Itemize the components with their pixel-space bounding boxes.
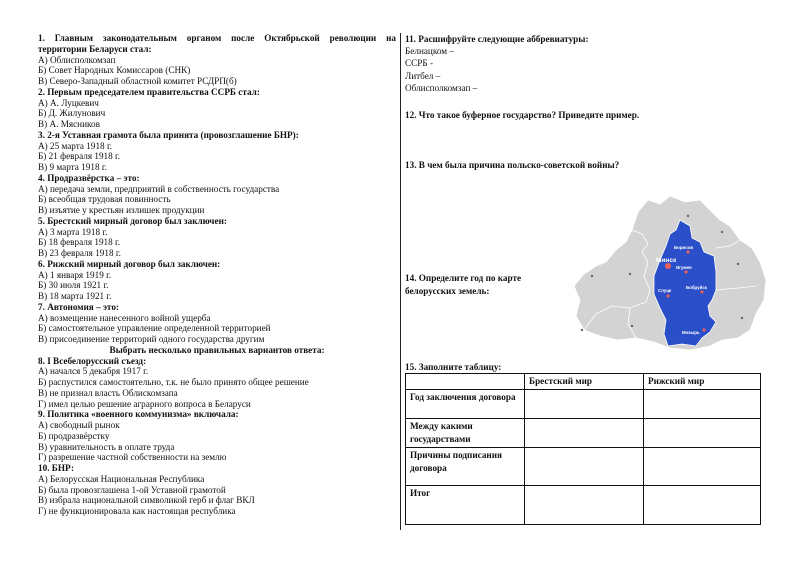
question-14-title-line2: белорусских земель:	[405, 286, 490, 296]
question-1-option-b: Б) Совет Народных Комиссаров (СНК)	[38, 65, 191, 76]
question-6-option-a: А) 1 января 1919 г.	[38, 269, 112, 280]
belarus-map	[570, 190, 770, 355]
city-dot-mozyr	[702, 328, 705, 331]
question-1-option-a: А) Облисполкомзап	[38, 54, 116, 65]
question-9	[38, 409, 396, 463]
question-14-title-line1: 14. Определите год по карте	[405, 273, 522, 283]
question-10-option-c: В) избрала национальной символикой герб и флаг ВКЛ	[38, 495, 255, 506]
question-6-option-b: Б) 30 июля 1921 г.	[38, 280, 109, 291]
map-region-dot	[591, 275, 593, 277]
left-column	[38, 33, 396, 517]
question-3-title: 3. 2-я Уставная грамота была принята (провозглашение БНР):	[38, 129, 299, 140]
city-dot-igumen	[684, 270, 687, 273]
question-10-title: 10. БНР:	[38, 463, 75, 473]
question-4-option-b: Б) всеобщая трудовая повинность	[38, 194, 171, 205]
question-11-title: 11. Расшифруйте следующие аббревиатуры:	[405, 34, 589, 44]
question-5-option-b: Б) 18 февраля 1918 г.	[38, 237, 121, 248]
question-2-option-a: А) А. Луцкевич	[38, 97, 99, 108]
question-1	[38, 33, 396, 87]
question-7-option-b: Б) самостоятельное управление определенной территорией	[38, 323, 271, 334]
table-cell-brest[interactable]	[525, 419, 644, 448]
table-header-cell: Рижский мир	[644, 374, 761, 390]
abbreviation-item: Облисполкомзап –	[405, 83, 478, 93]
question-3	[38, 130, 396, 173]
abbreviation-item: ССРБ -	[405, 58, 433, 68]
question-1-option-c: В) Северо-Западный областной комитет РСДРП(б)	[38, 76, 237, 86]
table-cell-brest[interactable]	[525, 448, 644, 486]
question-9-option-c: В) уравнительность в оплате труда	[38, 441, 175, 452]
question-4	[38, 173, 396, 216]
question-3-option-a: А) 25 марта 1918 г.	[38, 140, 112, 151]
question-8-option-a: А) начался 5 декабря 1917 г.	[38, 366, 149, 377]
table-row	[406, 419, 761, 448]
question-10-option-b: Б) была провозглашена 1-ой Уставной грамотой	[38, 484, 226, 495]
question-7	[38, 302, 396, 345]
question-4-title: 4. Продразвёрстка – это:	[38, 172, 140, 183]
section-heading: Выбрать несколько правильных вариантов ответа:	[109, 344, 325, 355]
table-cell-riga[interactable]	[644, 486, 761, 525]
question-5-option-a: А) 3 марта 1918 г.	[38, 226, 108, 237]
question-4-option-a: А) передача земли, предприятий в собственность государства	[38, 183, 280, 194]
question-3-option-b: Б) 21 февраля 1918 г.	[38, 151, 121, 162]
question-2	[38, 87, 396, 130]
city-label-bobruisk: Бобруйск	[686, 285, 707, 290]
table-cell-riga[interactable]	[644, 419, 761, 448]
city-label-borisov: Борисов	[674, 245, 694, 250]
city-label-mozyr: Мозырь	[682, 330, 700, 335]
question-9-option-a: А) свободный рынок	[38, 420, 120, 430]
table-row	[406, 390, 761, 419]
question-2-option-c: В) А. Мясников	[38, 119, 100, 129]
abbreviation-item: Белнацком –	[405, 46, 454, 56]
table-row-label: Причины подписания договора	[406, 448, 525, 486]
city-label-slutsk: Слуцк	[658, 288, 672, 293]
question-2-title: 2. Первым председателем правительства ССРБ стал:	[38, 86, 260, 97]
question-6-option-c: В) 18 марта 1921 г.	[38, 291, 112, 301]
question-5-option-c: В) 23 февраля 1918 г.	[38, 248, 121, 258]
table-header-cell: Брестский мир	[525, 374, 644, 390]
city-dot-slutsk	[666, 294, 669, 297]
city-dot-borisov	[686, 250, 689, 253]
city-label-igumen: Игумен	[676, 265, 692, 270]
question-8	[38, 356, 396, 410]
map-region-dot	[721, 231, 723, 233]
question-8-title: 8. I Всебелорусский съезд:	[38, 355, 147, 366]
question-9-title: 9. Политика «военного коммунизма» включала:	[38, 409, 239, 420]
map-region-dot	[737, 263, 739, 265]
map-region-dot	[687, 215, 689, 217]
question-3-option-c: В) 9 марта 1918 г.	[38, 162, 107, 172]
table-header-row	[406, 374, 761, 390]
column-divider	[400, 33, 401, 530]
question-5-title: 5. Брестский мирный договор был заключен:	[38, 215, 227, 226]
question-1-title-line2: территории Беларуси стал:	[38, 43, 152, 54]
map-region-dot	[581, 329, 583, 331]
map-region-dot	[629, 273, 631, 275]
city-label-minsk: Минск	[656, 257, 677, 264]
table-row-label: Год заключения договора	[406, 390, 525, 419]
question-8-option-d: Г) имел целью решение аграрного вопроса в Беларуси	[38, 398, 251, 409]
table-row	[406, 486, 761, 525]
question-1-title-line1: 1. Главным законодательным органом после Октябрьской революции на	[38, 33, 396, 43]
question-9-option-d: Г) разрешение частной собственности на землю	[38, 452, 227, 463]
question-9-option-b: Б) продразвёрстку	[38, 430, 110, 441]
question-6	[38, 259, 396, 302]
question-13-title: 13. В чем была причина польско-советской войны?	[405, 160, 620, 170]
question-6-title: 6. Рижский мирный договор был заключен:	[38, 258, 221, 269]
table-cell-riga[interactable]	[644, 448, 761, 486]
city-dot-bobruisk	[700, 290, 703, 293]
question-10	[38, 463, 396, 517]
table-header-cell	[406, 374, 525, 390]
question-10-option-d: Г) не функционировала как настоящая республика	[38, 506, 236, 516]
question-15-title: 15. Заполните таблицу:	[405, 362, 502, 372]
question-7-option-c: В) присоединение территорий одного государства другим	[38, 334, 265, 344]
question-7-option-a: А) возмещение нанесенного войной ущерба	[38, 312, 211, 323]
table-row-label: Между какими государствами	[406, 419, 525, 448]
table-cell-brest[interactable]	[525, 390, 644, 419]
table-row	[406, 448, 761, 486]
question-12-title: 12. Что такое буферное государство? Приведите пример.	[405, 110, 640, 120]
question-14	[405, 272, 535, 298]
table-cell-riga[interactable]	[644, 390, 761, 419]
question-2-option-b: Б) Д. Жилунович	[38, 108, 106, 119]
question-10-option-a: А) Белорусская Национальная Республика	[38, 473, 205, 484]
map-region-dot	[631, 325, 633, 327]
abbreviation-item: Литбел –	[405, 71, 441, 81]
comparison-table	[405, 373, 761, 525]
question-7-title: 7. Автономия – это:	[38, 301, 119, 312]
table-row-label: Итог	[406, 486, 525, 525]
question-5	[38, 216, 396, 259]
question-4-option-c: В) изъятие у крестьян излишек продукции	[38, 205, 205, 215]
question-8-option-b: Б) распустился самостоятельно, т.к. не было принято общее решение	[38, 377, 309, 387]
map-region-dot	[741, 317, 743, 319]
question-8-option-c: В) не признал власть Облискомзапа	[38, 387, 178, 398]
table-cell-brest[interactable]	[525, 486, 644, 525]
